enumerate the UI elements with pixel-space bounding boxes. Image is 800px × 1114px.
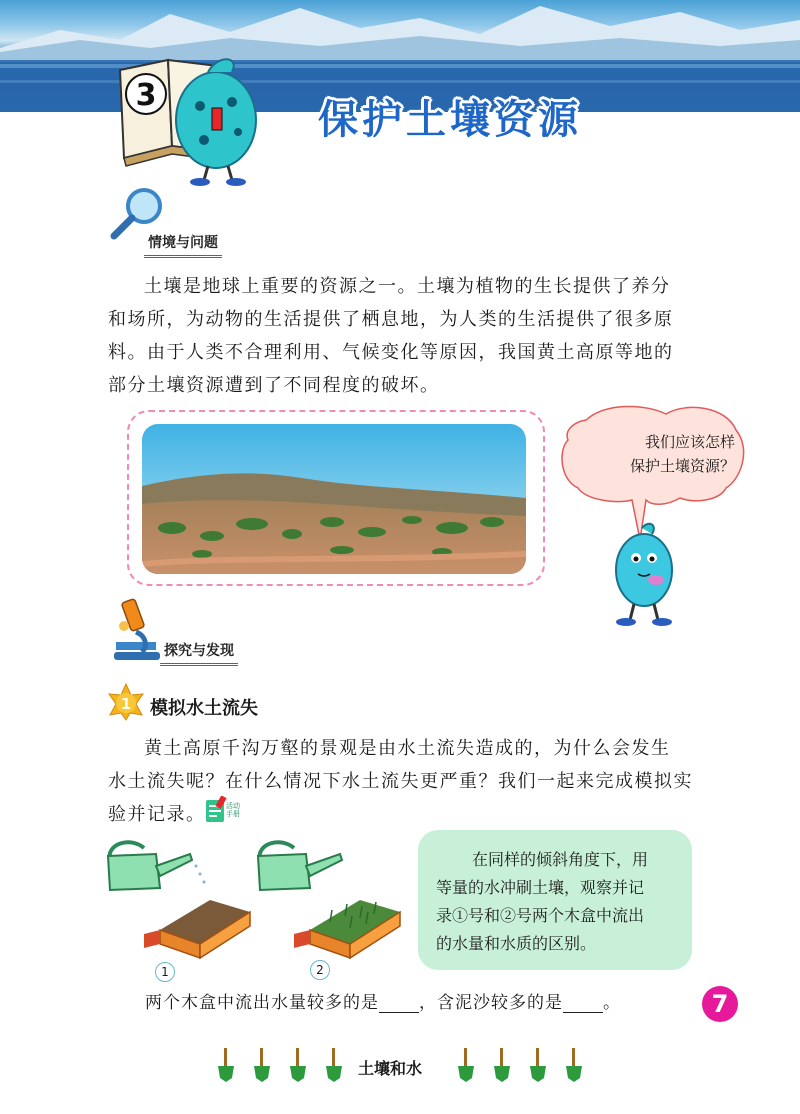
intro-line: 部分土壤资源遭到了不同程度的破坏。 — [108, 375, 440, 396]
answer-blank-2[interactable] — [563, 994, 603, 1013]
instruction-line: 录①号和②号两个木盒中流出 — [436, 906, 645, 925]
box-label-2: 2 — [310, 960, 330, 980]
page-number: 7 — [702, 986, 738, 1022]
loess-plateau-photo — [142, 424, 526, 574]
thinking-mascot — [604, 522, 684, 632]
instruction-line: 等量的水冲刷土壤，观察并记 — [436, 878, 645, 897]
section-label-situation: 情境与问题 — [144, 232, 222, 258]
activity-line: 验并记录。 — [108, 804, 206, 825]
bubble-text — [585, 430, 735, 478]
footer-shovels-right — [452, 1046, 602, 1086]
question-text: ，含泥沙较多的是 — [419, 993, 563, 1013]
activity-title: 模拟水土流失 — [150, 698, 258, 719]
question-text: 两个木盒中流出水量较多的是 — [145, 993, 379, 1013]
handbook-label: 活动 — [226, 802, 240, 810]
activity-number-badge — [106, 682, 146, 722]
page-title: 保护土壤资源 — [318, 97, 582, 143]
intro-line: 料。由于人类不合理利用、气候变化等原因，我国黄土高原等地的 — [108, 342, 674, 363]
lesson-mascot — [108, 50, 258, 190]
box-label-1: 1 — [155, 962, 175, 982]
footer-unit-title: 土壤和水 — [358, 1059, 423, 1078]
bubble-line: 我们应该怎样 — [644, 433, 735, 451]
activity-line: 黄土高原千沟万壑的景观是由水土流失造成的，为什么会发生 — [144, 738, 671, 759]
fill-blank-question — [145, 988, 621, 1013]
instruction-line: 的水量和水质的区别。 — [436, 934, 597, 953]
microscope-icon — [106, 596, 166, 662]
answer-blank-1[interactable] — [379, 994, 419, 1013]
activity-line: 水土流失呢？在什么情况下水土流失更严重？我们一起来完成模拟实 — [108, 771, 693, 792]
question-text: 。 — [603, 993, 621, 1013]
lesson-number: 3 — [135, 78, 157, 113]
activity-number: 1 — [120, 695, 132, 713]
bubble-line: 保护土壤资源？ — [629, 457, 735, 475]
instruction-text — [436, 846, 681, 958]
section-label-explore: 探究与发现 — [160, 640, 238, 666]
handbook-label: 手册 — [226, 810, 240, 818]
activity-handbook-icon[interactable] — [204, 796, 244, 826]
experiment-illustration — [100, 830, 410, 960]
intro-paragraph — [108, 270, 708, 402]
intro-line: 和场所，为动物的生活提供了栖息地，为人类的生活提供了很多原 — [108, 309, 674, 330]
activity-paragraph — [108, 732, 708, 831]
footer-shovels-left — [212, 1046, 362, 1086]
instruction-line: 在同样的倾斜角度下，用 — [472, 850, 649, 869]
intro-line: 土壤是地球上重要的资源之一。土壤为植物的生长提供了养分 — [144, 276, 671, 297]
watering-can-1 — [108, 842, 192, 890]
